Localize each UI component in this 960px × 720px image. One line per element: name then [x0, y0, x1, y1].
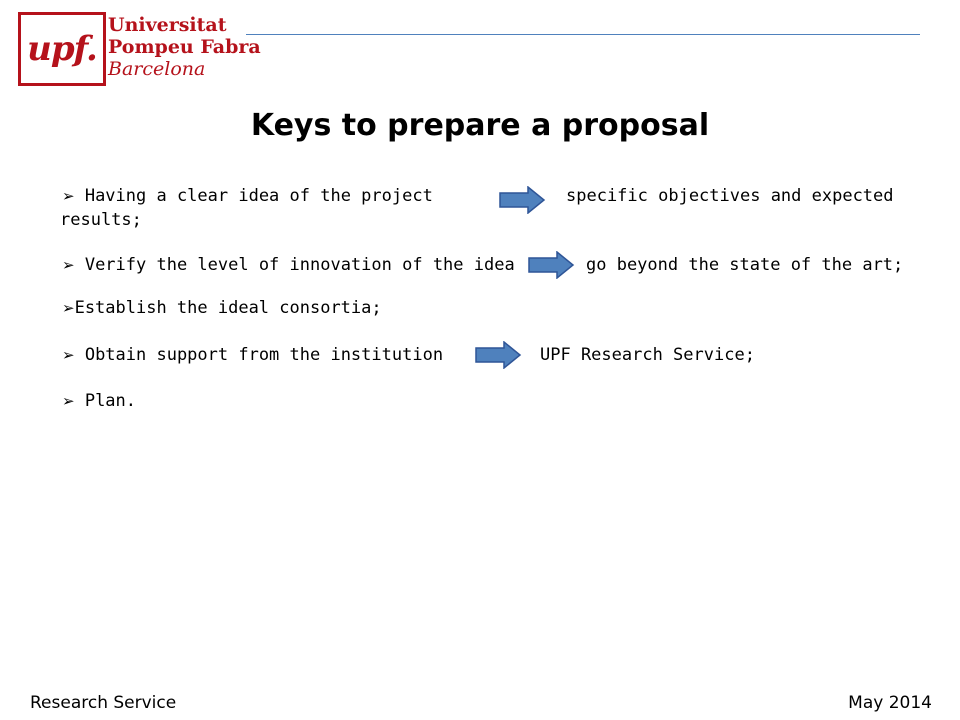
upf-logo-mark: upf.: [27, 29, 97, 69]
slide-title: Keys to prepare a proposal: [250, 108, 710, 143]
bullet-text: Obtain support from the institution: [84, 345, 444, 365]
bullet-item: [62, 296, 382, 320]
bullet-marker-icon: ➢: [62, 256, 75, 274]
right-arrow-icon: [474, 341, 522, 369]
university-name: [108, 14, 261, 80]
bullet-marker-icon: ➢: [62, 392, 75, 410]
bullet-item: [62, 253, 515, 277]
bullet-item: [62, 343, 443, 367]
university-name-line2: Pompeu Fabra: [108, 36, 261, 58]
bullet-marker-icon: ➢: [62, 187, 75, 205]
university-name-city: Barcelona: [108, 58, 206, 80]
upf-logo: [18, 12, 106, 86]
bullet-marker-icon: ➢: [62, 299, 75, 317]
bullet-text-continued: specific objectives and expected: [566, 186, 894, 206]
bullet-text: Verify the level of innovation of the idea: [84, 255, 515, 275]
bullet-text-continued: UPF Research Service;: [540, 345, 755, 365]
bullet-item: [62, 184, 433, 208]
bullet-text: Establish the ideal consortia;: [74, 298, 382, 318]
bullet-marker-icon: ➢: [62, 346, 75, 364]
bullet-text-continued: go beyond the state of the art;: [586, 255, 904, 275]
bullet-item: [62, 389, 136, 413]
university-name-line1: Universitat: [108, 14, 227, 36]
bullet-text: Having a clear idea of the project: [84, 186, 433, 206]
footer-left: Research Service: [30, 693, 177, 713]
right-arrow-icon: [498, 186, 546, 214]
bullet-text-wrap: results;: [60, 210, 142, 230]
footer-date: May 2014: [848, 693, 932, 713]
header-divider: [246, 34, 920, 35]
bullet-text: Plan.: [84, 391, 137, 411]
right-arrow-icon: [527, 251, 575, 279]
